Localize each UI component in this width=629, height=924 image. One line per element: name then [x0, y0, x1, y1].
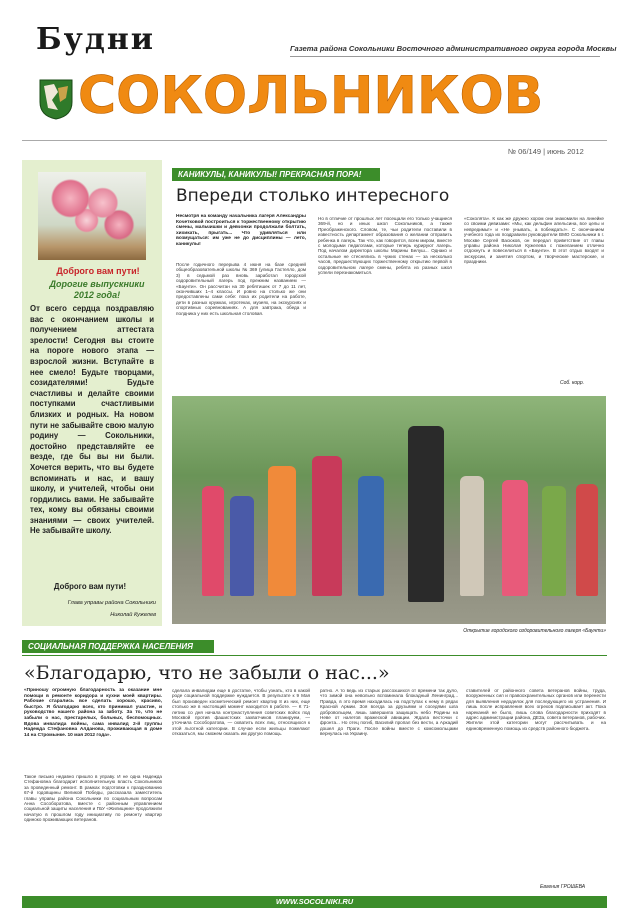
- sidebar-closing: Доброго вам пути!: [53, 582, 127, 591]
- camp-photo: [172, 396, 606, 624]
- article1-lead: Несмотря на команду начальника лагеря Александры Кочетковой построиться к торжественному открытию смены, мальчишки и девчонки продолжали болтать, хихикать, прыгать... Что удивляться или возмущаться: им уже не до дисциплины — лето, каникулы!: [176, 214, 306, 247]
- issue-number: № 06/149 | июнь 2012: [508, 147, 584, 156]
- sidebar-caption: Доброго вам пути!: [56, 266, 140, 276]
- article2-lead: «Приношу огромную благодарность за оказание мне помощи в ремонте коридора и кухни моей квартиры. Рабочие старались все сделать хорошо, красиво, быстро. Я благодарю всех, кто принимал участие, и руководство нашего района за заботу. За то, что не забыли о нас, престарелых, больных, беспомощных. Вдова инвалида войны, сама инвалид 2-й группы Надежда Стефановна Алданова, проживающая в доме 14 на Стромынке. 10 мая 2012 года».: [24, 688, 162, 738]
- masthead-bottom-rule: [22, 140, 607, 141]
- article2-col4: ставителей от районного совета ветеранов войны, труда, вооруженных сил и правоохранительных органов или перенести для выявления недоделок для последующего их устранения. И лишь после исправления всех огрехов подписывает акт. Пока нареканий не было, лишь слова благодарности приходят в адрес администрации района, ДЕЗа, совета ветеранов, рабочих. Жители этой категории могут рассчитывать и на единовременную помощь из средств районного бюджета.: [466, 688, 606, 731]
- article2-byline: Евгения ГРОШЕВА: [540, 884, 586, 890]
- article1-col1: После годичного перерыва 4 июня на базе средней общеобразовательной школы № 369 (улица Гастелло, дом 3) в седьмой раз вновь заработал городской оздоровительный лагерь под прежним названием — «Баунти». Он рассчитан на 30 ребятишек от 7 до 11 лет, окончивших 1–4 классы. И ровно на столько же они предоставлены сами себе: пока их родители на работе, дети в разных кружках, игротеках, музеях, на экскурсиях и спортивных соревнованиях. А для завтрака, обеда и полдника у них есть школьная столовая.: [176, 262, 306, 316]
- photo-caption: Открытие городского оздоровительного лагеря «Баунти»: [463, 628, 606, 634]
- article1-title: Впереди столько интересного: [176, 186, 450, 206]
- masthead-rule: [290, 56, 600, 57]
- footer-url[interactable]: WWW.SOCOLNIKI.RU: [275, 897, 354, 906]
- coat-of-arms-icon: [38, 78, 74, 120]
- sidebar-subhead: Дорогие выпускники 2012 года!: [49, 279, 145, 300]
- sidebar-sign-name: Николай Кужелев: [110, 612, 156, 618]
- article2-title: «Благодарю, что не забыли о нас...»: [24, 662, 390, 684]
- flowers-photo: [38, 172, 146, 260]
- article1-col2: Но в отличие от прошлых лет посещали его только учащиеся 369-й, но и иных школ Сокольников, а также Преображенского. Словом, те, чьи родители поставили в известность департамент образования о желании отправить ребенка в лагерь. Так что, как говорится, всем миром, вместе с молодыми педагогами, которые теперь курируют лагерь. Под началом директора школы Марины Белуш... Однако и остальные не стеснялись в чужих стенах — за несколько часов, предшествующих торжественному открытию первой в оздоровительном лагере смены, ребята из разных школ успели перезнакомиться.: [318, 216, 452, 276]
- masthead-tagline: Газета района Сокольники Восточного административного округа города Москвы: [290, 44, 617, 53]
- sidebar-body: От всего сердца поздравляю вас с окончанием школы и получением аттестата зрелости! Сегодня вы стоите на пороге нового этапа — взрослой жизни. Вступайте в нее смело! Будьте творцами, созидателями! Будьте счастливы и делайте своими поступками счастливыми близких и родных. На новом пути не забывайте свою малую родину — Сокольники, достойно представляйте ее везде, где бы вы ни были. Хочется верить, что вы будете вспоминать и нас, и вашу школу, и учителей, чтобы они гордились вами. Не забывайте тех, кому вы обязаны своими знаниями — своих учителей. Не забывайте школу.: [30, 304, 154, 536]
- article2-col2: сделала инвалидам еще в достатке, чтобы узнать, кто в какой роде социальной поддержке нуждается. В результате к 9 Мая был произведен косметический ремонт квартир 8 из них, еще столько же в настоящий момент находится в работе. — К 71-летию со дня начала контрнаступления советских войск под Москвой против фашистских захватчиков планируем, — уточнила Сособоратова, — охватить всех лиц, относящихся к этой льготной категории. В случае если жильцы пожелают отказаться, мы сможем оказать им другую помощь.: [172, 688, 310, 737]
- article1-byline: Соб. корр.: [560, 380, 585, 386]
- sidebar-sign-role: Глава управы района Сокольники: [67, 600, 156, 606]
- article2-rubric: СОЦИАЛЬНАЯ ПОДДЕРЖКА НАСЕЛЕНИЯ: [22, 640, 214, 653]
- article1-rubric: КАНИКУЛЫ, КАНИКУЛЫ! ПРЕКРАСНАЯ ПОРА!: [172, 168, 380, 181]
- article2-rule: [22, 655, 607, 656]
- article1-col3: «Соколята». К как же дружно хором они знакомили на линейке со своими девизами: «Мы, как дельфин апельсина, все целы и невредимы!» и «Не унывать, а побеждать!». С окончанием учебного года их поздравили руководители ВМО Сокольники в г. Москве Сергей Васюков, он передал приветствие от главы управы района Николая Кужелева с пожеланием отлично отдохнуть и повеселиться в «Баунти». В этот отдых входят и экскурсии, и занятия спортом, и творческие мастерские, и праздники.: [464, 216, 604, 265]
- masthead-top-word: Будни: [36, 22, 156, 57]
- masthead-main-word: СОКОЛЬНИКОВ: [78, 66, 544, 126]
- article2-col3: ратно. А то ведь из старых рассохшихся от времени так дуло, что зимой она невольно вспоминала блокадный Ленинград... Правда, в это время находилась на подступах к нему в рядах Красной Армии. Зоя всегда за друзьями и соседями шла добровольцем, лишь завершила защищать небо Родины на Неве от налетов вражеской авиации. Ждала весточки с фронта... Но отец погиб, Василий пропал без вести, а Аркадий дошел до Праги. После войны вместе с комсомольцами вернулась на Украину.: [320, 688, 458, 737]
- article2-col1: Такое письмо недавно пришло в управу. И не одна Надежда Стефановна благодарит исполнительную власть Сокольников за проведенный ремонт. В рамках подготовки к празднованию 67-й годовщины Великой Победы, рассказала заместитель главы управы района Сокольники по социальным вопросам Анна Сособоратова, вместе с районным управлением социальной защиты населения и ГБУ «Жилищник» продолжили начатую в прошлом году инициативу по ремонту квартир одиноко проживающих ветеранов.: [24, 774, 162, 823]
